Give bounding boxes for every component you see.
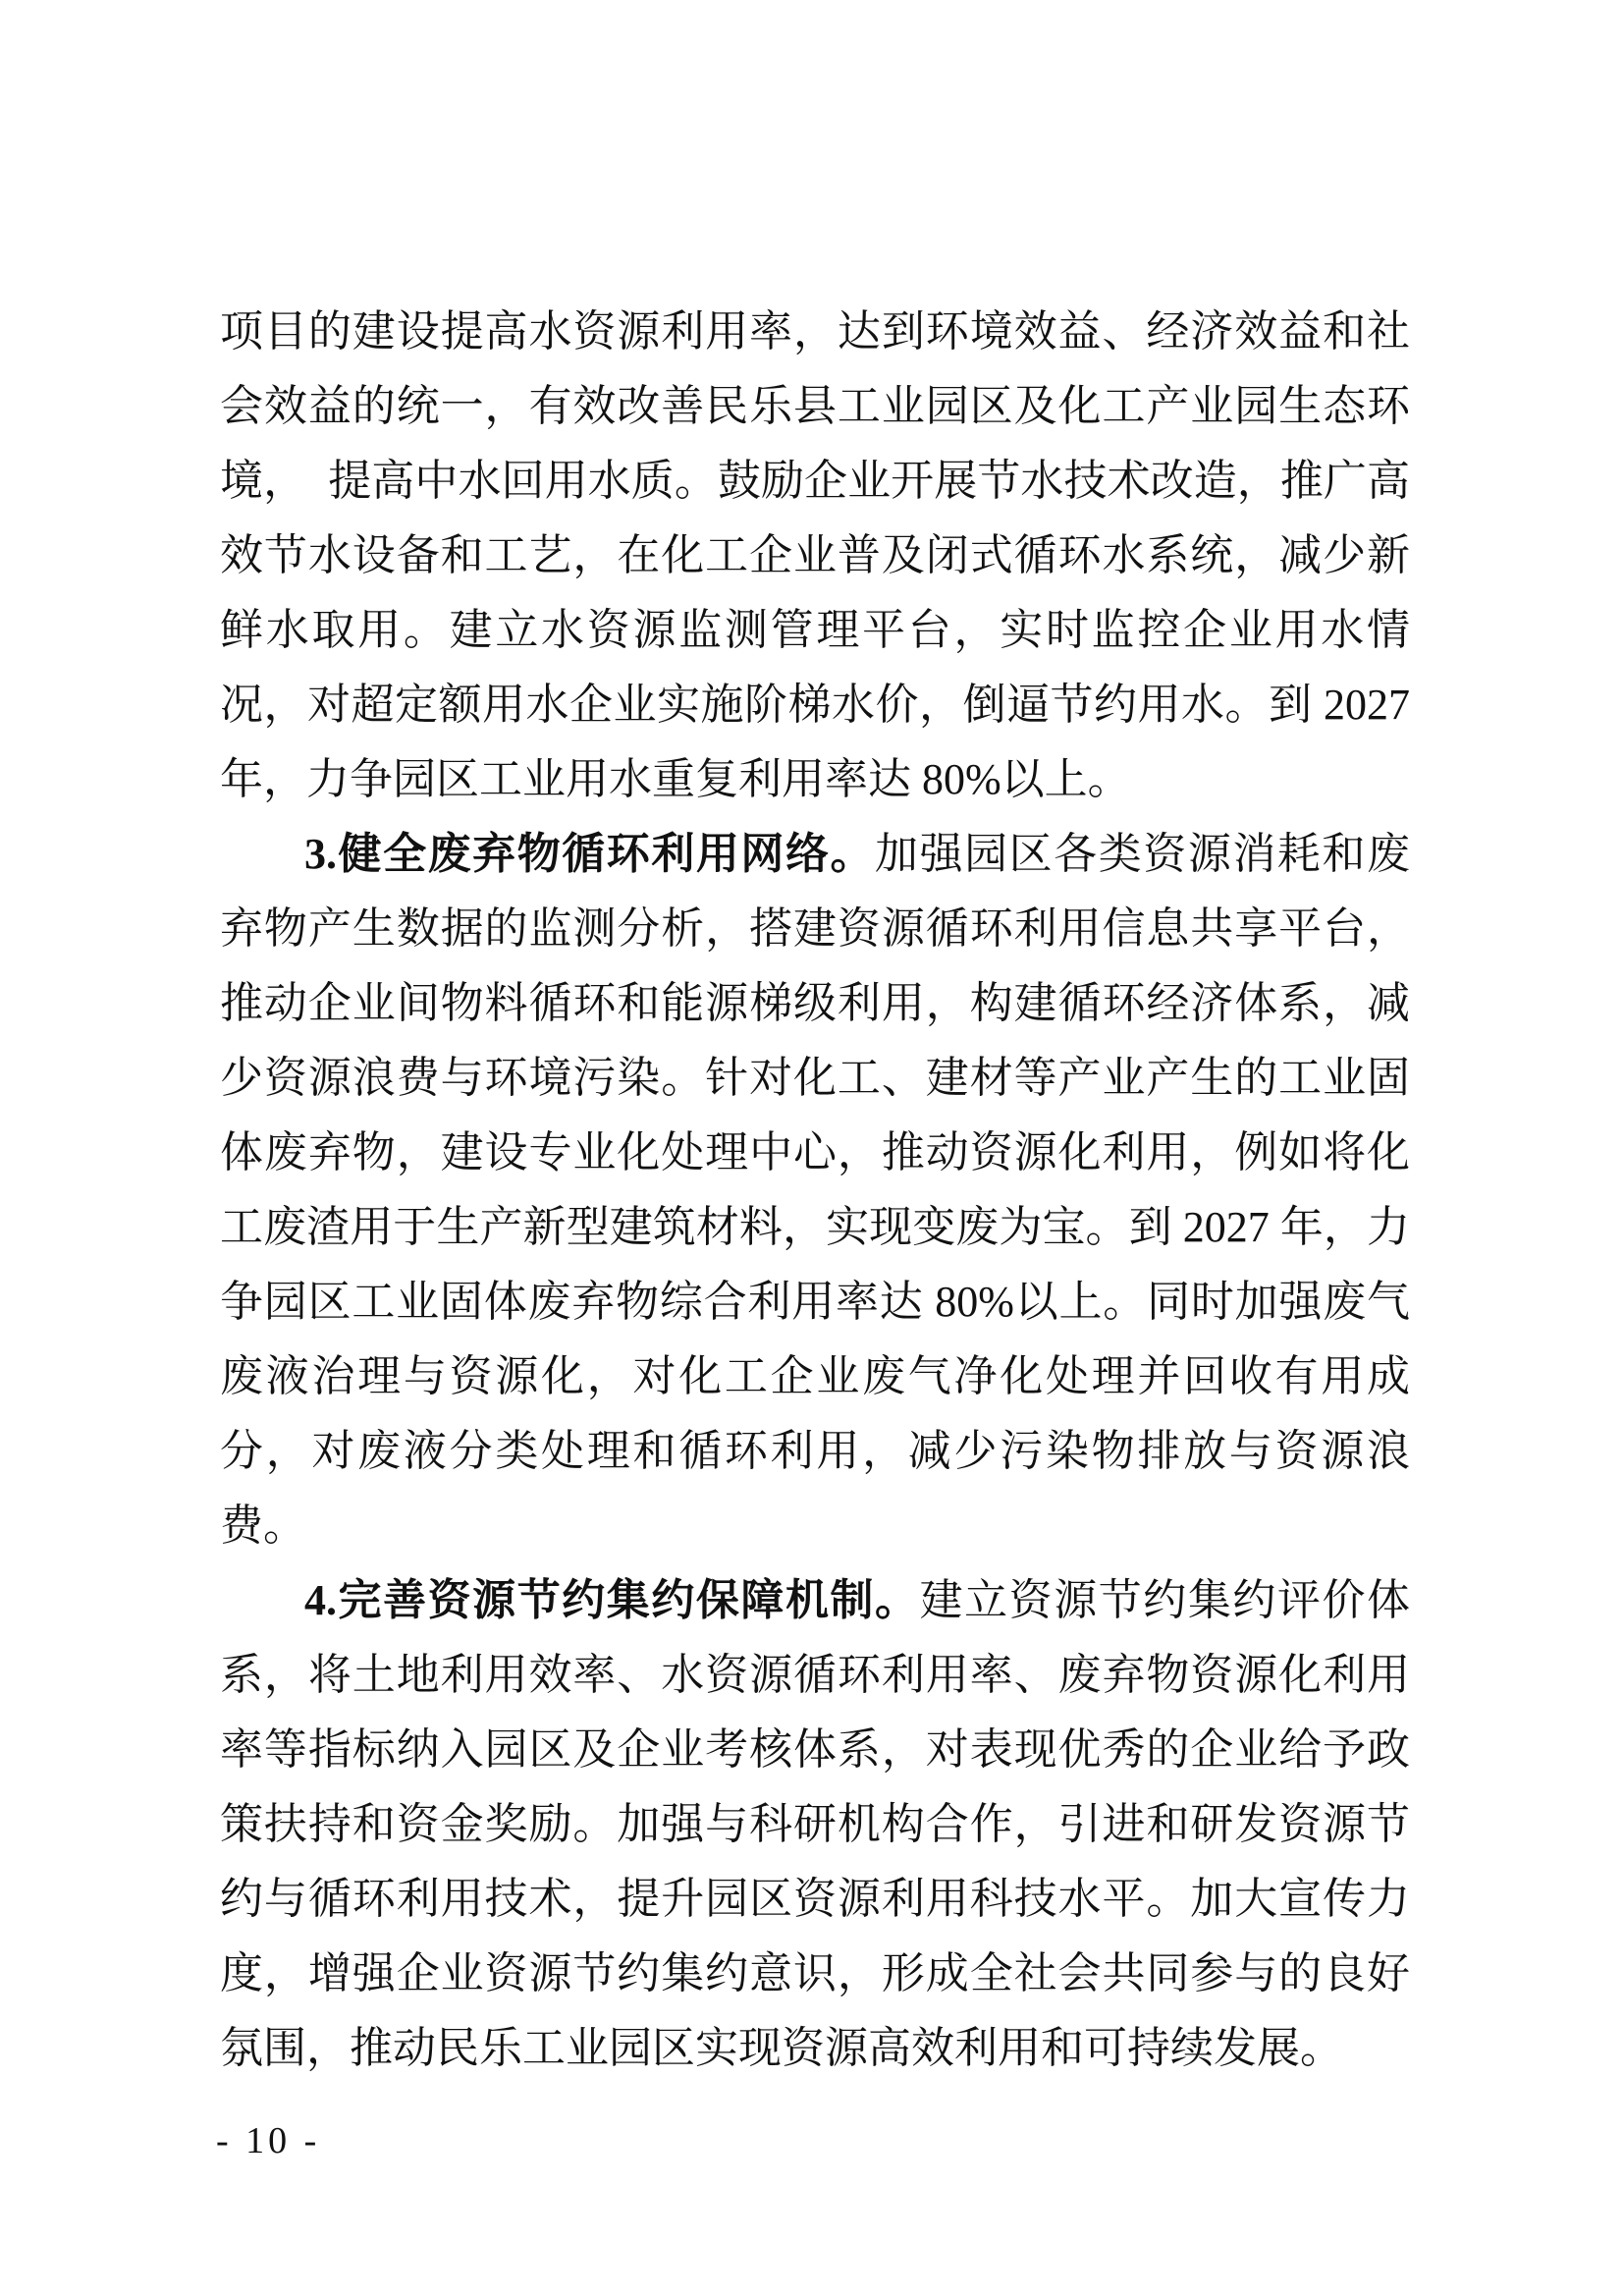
paragraph-continuation [220, 295, 1410, 817]
paragraph-text: 建立资源节约集约评价体系，将土地利用效率、水资源循环利用率、废弃物资源化利用率等指标纳入园区及企业考核体系，对表现优秀的企业给予政策扶持和资金奖励。加强与科研机构合作，引进和研发资源节约与循环利用技术，提升园区资源利用科技水平。加大宣传力度，增强企业资源节约集约意识，形成全社会共同参与的良好氛围，推动民乐工业园区实现资源高效利用和可持续发展。 [220, 1576, 1411, 2072]
paragraph-item-3 [220, 817, 1410, 1563]
document-body [220, 295, 1410, 2086]
paragraph-heading: 3.健全废弃物循环利用网络。 [304, 830, 876, 878]
paragraph-text: 加强园区各类资源消耗和废弃物产生数据的监测分析，搭建资源循环利用信息共享平台，推动企业间物料循环和能源梯级利用，构建循环经济体系，减少资源浪费与环境污染。针对化工、建材等产业产生的工业固体废弃物，建设专业化处理中心，推动资源化利用，例如将化工废渣用于生产新型建筑材料，实现变废为宝。到 2027 年，力争园区工业固体废弃物综合利用率达 80%以上。同时加强废气废液治理与资源化，对化工企业废气净化处理并回收有用成分，对废液分类处理和循环利用，减少污染物排放与资源浪费。 [220, 830, 1411, 1550]
paragraph-heading: 4.完善资源节约集约保障机制。 [304, 1576, 920, 1624]
paragraph-item-4 [220, 1563, 1410, 2086]
paragraph-text: 项目的建设提高水资源利用率，达到环境效益、经济效益和社会效益的统一，有效改善民乐县工业园区及化工产业园生态环境， 提高中水回用水质。鼓励企业开展节水技术改造，推广高效节水设备和工艺，在化工企业普及闭式循环水系统，减少新鲜水取用。建立水资源监测管理平台，实时监控企业用水情况，对超定额用水企业实施阶梯水价，倒逼节约用水。到 2027 年，力争园区工业用水重复利用率达 80%以上。 [220, 307, 1410, 803]
page-number: - 10 - [216, 2120, 321, 2161]
